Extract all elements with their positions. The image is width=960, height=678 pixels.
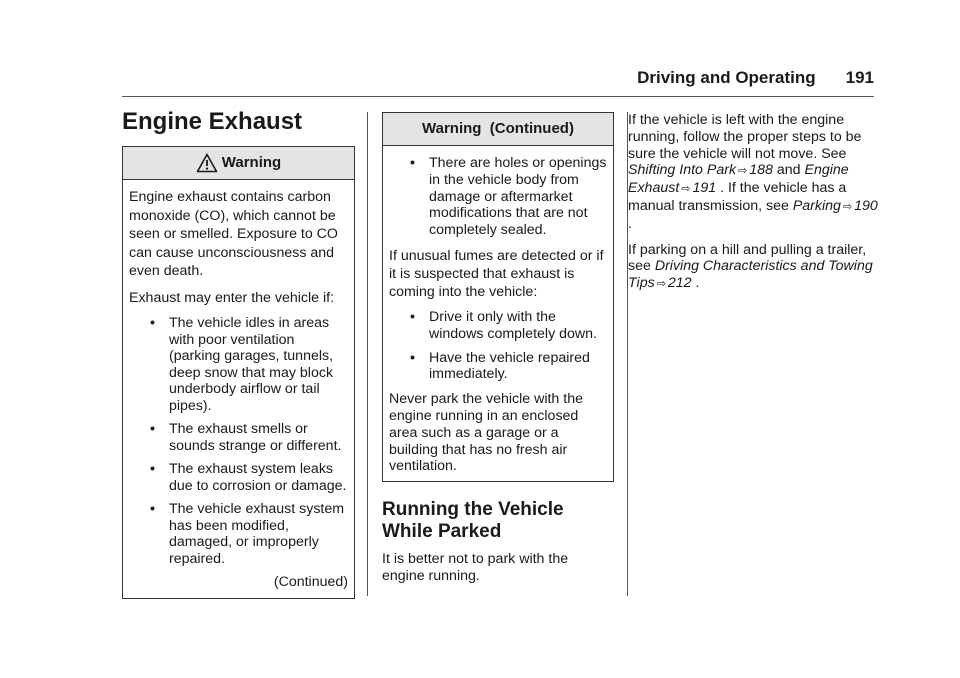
link-shifting-into-park[interactable]: Shifting Into Park bbox=[628, 162, 737, 179]
warning-bullet-list-b bbox=[389, 309, 607, 383]
list-item: • The vehicle idles in areas with poor ventilation (parking garages, tunnels, deep snow that may block underbody airflow or tail pipes). bbox=[150, 315, 334, 414]
column-1 bbox=[122, 108, 355, 599]
paragraph-left-running: If the vehicle is left with the engine running, follow the proper steps to be sure the vehicle will not move. See Shifting Into Park ⇨ 188 and Engine Exhaust ⇨ 191 . If the vehicle has a manual transmission, see Parking ⇨ 190 . bbox=[628, 112, 878, 232]
xref-arrow-icon: ⇨ bbox=[681, 183, 691, 196]
warning-title: Warning bbox=[221, 153, 282, 171]
warning-body bbox=[123, 180, 354, 598]
warning-bullet-list bbox=[129, 315, 348, 567]
heading-running-vehicle: Running the Vehicle While Parked bbox=[382, 499, 564, 543]
link-engine-exhaust[interactable]: Engine Exhaust bbox=[628, 162, 849, 197]
warning-header bbox=[123, 147, 354, 180]
column-2 bbox=[382, 112, 614, 593]
xref-arrow-icon: ⇨ bbox=[738, 165, 748, 178]
link-parking[interactable]: Parking bbox=[792, 197, 841, 214]
warning-triangle-icon bbox=[196, 153, 218, 173]
page-number: 191 bbox=[845, 68, 874, 87]
warning-title-continued: Warning (Continued) bbox=[422, 119, 574, 137]
continued-label: (Continued) bbox=[273, 574, 348, 590]
list-item: • The vehicle exhaust system has been modified, damaged, or improperly repaired. bbox=[150, 501, 345, 567]
xref-arrow-icon: ⇨ bbox=[842, 200, 853, 213]
section-title: Driving and Operating bbox=[637, 68, 816, 87]
warning-paragraph-fumes: If unusual fumes are detected or if it is suspected that exhaust is coming into the vehicle: bbox=[389, 247, 604, 300]
warning-paragraph-co: Engine exhaust contains carbon monoxide (CO), which cannot be seen or smelled. Exposure to CO can cause unconsciousness and even death. bbox=[129, 189, 338, 279]
warning-box-continued bbox=[382, 112, 614, 482]
warning-box bbox=[122, 146, 355, 599]
link-driving-characteristics[interactable]: Driving Characteristics and Towing Tips bbox=[628, 258, 873, 292]
list-item: • The exhaust smells or sounds strange or different. bbox=[150, 421, 342, 454]
page-ref-188[interactable]: 188 bbox=[749, 162, 773, 179]
page-ref-212[interactable]: 212 bbox=[667, 275, 692, 292]
paragraph-hill-trailer: If parking on a hill and pulling a trailer, see Driving Characteristics and Towing Tips ⇨ 212 . bbox=[628, 241, 873, 292]
running-header bbox=[637, 68, 874, 88]
warning-bullet-list-a bbox=[389, 155, 607, 239]
heading-engine-exhaust: Engine Exhaust bbox=[122, 108, 303, 135]
xref-arrow-icon: ⇨ bbox=[656, 278, 666, 291]
warning-paragraph-exhaust-enter: Exhaust may enter the vehicle if: bbox=[129, 289, 335, 306]
page-ref-190[interactable]: 190 bbox=[854, 197, 878, 214]
list-item: • Drive it only with the windows completely down. bbox=[410, 308, 597, 342]
list-item: • The exhaust system leaks due to corrosion or damage. bbox=[150, 461, 347, 494]
header-rule bbox=[122, 96, 874, 97]
paragraph-better-not-park: It is better not to park with the engine running. bbox=[382, 551, 569, 584]
list-item: • Have the vehicle repaired immediately. bbox=[410, 349, 590, 383]
warning-paragraph-never-park: Never park the vehicle with the engine running in an enclosed area such as a garage or a building that has no fresh air ventilation. bbox=[389, 391, 583, 475]
warning-header-continued bbox=[383, 113, 613, 146]
list-item: • There are holes or openings in the vehicle body from damage or aftermarket modifications that are not completely sealed. bbox=[410, 155, 607, 239]
column-divider-1 bbox=[367, 112, 368, 596]
page-ref-191[interactable]: 191 bbox=[692, 180, 717, 197]
column-3 bbox=[628, 112, 878, 301]
warning-body-continued bbox=[383, 146, 613, 481]
